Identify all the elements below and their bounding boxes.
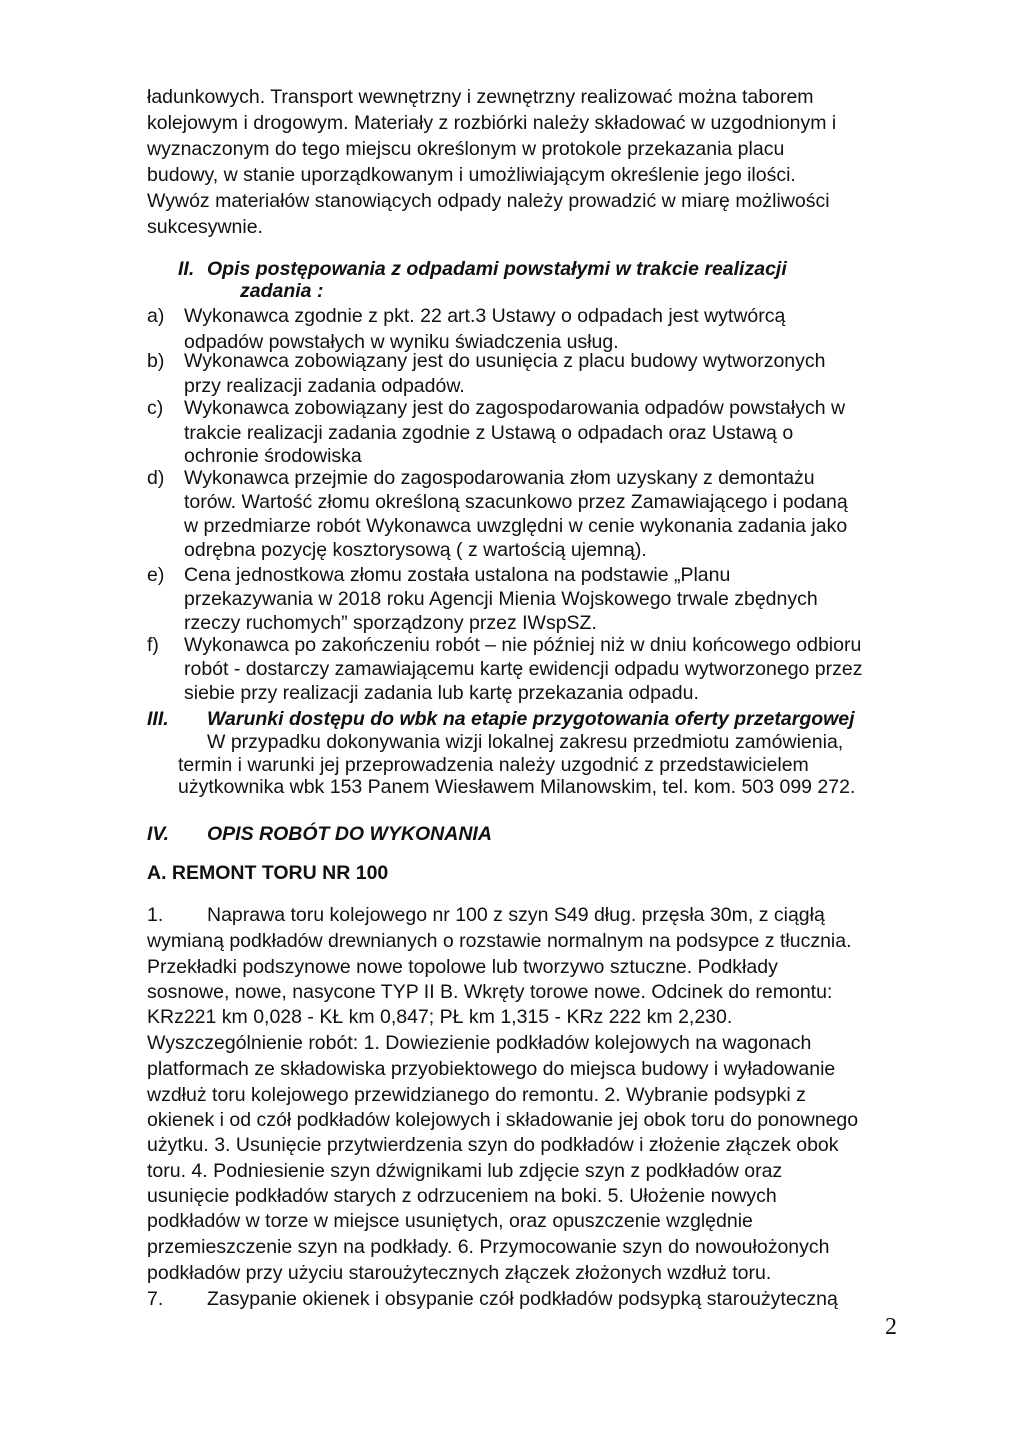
intro-line: Wywóz materiałów stanowiących odpady należy prowadzić w miarę możliwości xyxy=(147,190,830,212)
subsection-title: A. REMONT TORU NR 100 xyxy=(147,862,389,884)
list-item: Wykonawca przejmie do zagospodarowania złom uzyskany z demontażu xyxy=(184,467,815,489)
list-item: przy realizacji zadania odpadów. xyxy=(184,375,465,397)
point-text: przemieszczenie szyn na podkłady. 6. Przymocowanie szyn do nowoułożonych xyxy=(147,1236,830,1258)
list-item: torów. Wartość złomu określoną szacunkowo przez Zamawiającego i podaną xyxy=(184,491,848,513)
point-text: wzdłuż toru kolejowego przewidzianego do remontu. 2. Wybranie podsypki z xyxy=(147,1084,806,1106)
point-number: 7. xyxy=(147,1288,164,1310)
intro-line: budowy, w stanie uporządkowanym i umożliwiającym określenie jego ilości. xyxy=(147,164,796,186)
list-item: w przedmiarze robót Wykonawca uwzględni w cenie wykonania zadania jako xyxy=(184,515,848,537)
list-item: przekazywania w 2018 roku Agencji Mienia Wojskowego trwale zbędnych xyxy=(184,588,818,610)
list-marker: b) xyxy=(147,350,165,372)
section-text: termin i warunki jej przeprowadzenia należy uzgodnić z przedstawicielem xyxy=(178,754,809,776)
point-text: wymianą podkładów drewnianych o rozstawie normalnym na podsypce z tłucznia. xyxy=(147,930,852,952)
list-marker: a) xyxy=(147,305,165,327)
list-item: odpadów powstałych w wyniku świadczenia usług. xyxy=(184,331,619,353)
point-text: KRz221 km 0,028 - KŁ km 0,847; PŁ km 1,315 - KRz 222 km 2,230. xyxy=(147,1006,733,1028)
point-text: Naprawa toru kolejowego nr 100 z szyn S49 dług. przęsła 30m, z ciągłą xyxy=(207,904,825,926)
section-title: Warunki dostępu do wbk na etapie przygotowania oferty przetargowej xyxy=(207,708,855,730)
list-item: Wykonawca zobowiązany jest do usunięcia z placu budowy wytworzonych xyxy=(184,350,826,372)
point-text: użytku. 3. Usunięcie przytwierdzenia szyn do podkładów i złożenie złączek obok xyxy=(147,1134,839,1156)
point-text: podkładów w torze w miejsce usuniętych, oraz opuszczenie względnie xyxy=(147,1210,753,1232)
list-marker: d) xyxy=(147,467,165,489)
list-marker: c) xyxy=(147,397,164,419)
list-item: robót - dostarczy zamawiającemu kartę ewidencji odpadu wytworzonego przez xyxy=(184,658,863,680)
point-text: Zasypanie okienek i obsypanie czół podkładów podsypką staroużyteczną xyxy=(207,1288,838,1310)
intro-line: kolejowym i drogowym. Materiały z rozbiórki należy składować w uzgodnionym i xyxy=(147,112,837,134)
list-item: ochronie środowiska xyxy=(184,445,362,467)
point-text: sosnowe, nowe, nasycone TYP II B. Wkręty torowe nowe. Odcinek do remontu: xyxy=(147,981,833,1003)
section-title: zadania : xyxy=(240,280,324,302)
point-text: Wyszczególnienie robót: 1. Dowiezienie podkładów kolejowych na wagonach xyxy=(147,1032,812,1054)
point-text: podkładów przy użyciu staroużytecznych złączek złożonych wzdłuż toru. xyxy=(147,1262,772,1284)
list-item: odrębna pozycję kosztorysową ( z wartością ujemną). xyxy=(184,539,647,561)
point-text: platformach ze składowiska przyobiektowego do miejsca budowy i wyładowanie xyxy=(147,1058,836,1080)
point-number: 1. xyxy=(147,904,164,926)
section-number: III. xyxy=(147,708,169,730)
point-text: toru. 4. Podniesienie szyn dźwignikami lub zdjęcie szyn z podkładów oraz xyxy=(147,1160,783,1182)
section-title: OPIS ROBÓT DO WYKONANIA xyxy=(207,823,492,845)
point-text: okienek i od czół podkładów kolejowych i składowanie jej obok toru do ponownego xyxy=(147,1109,859,1131)
list-item: Wykonawca zgodnie z pkt. 22 art.3 Ustawy o odpadach jest wytwórcą xyxy=(184,305,786,327)
list-marker: f) xyxy=(147,634,159,656)
point-text: Przekładki podszynowe nowe topolowe lub tworzywo sztuczne. Podkłady xyxy=(147,956,778,978)
section-text: W przypadku dokonywania wizji lokalnej zakresu przedmiotu zamówienia, xyxy=(207,731,844,753)
list-item: siebie przy realizacji zadania lub kartę przekazania odpadu. xyxy=(184,682,699,704)
section-number: II. xyxy=(178,258,195,280)
list-item: rzeczy ruchomych” sporządzony przez IWspSZ. xyxy=(184,612,597,634)
intro-line: ładunkowych. Transport wewnętrzny i zewnętrzny realizować można taborem xyxy=(147,86,814,108)
intro-line: wyznaczonym do tego miejscu określonym w protokole przekazania placu xyxy=(147,138,785,160)
list-item: trakcie realizacji zadania zgodnie z Ustawą o odpadach oraz Ustawą o xyxy=(184,422,794,444)
list-marker: e) xyxy=(147,564,165,586)
point-text: usunięcie podkładów starych z odrzuceniem na boki. 5. Ułożenie nowych xyxy=(147,1185,777,1207)
list-item: Cena jednostkowa złomu została ustalona na podstawie „Planu xyxy=(184,564,731,586)
section-title: Opis postępowania z odpadami powstałymi w trakcie realizacji xyxy=(207,258,787,280)
list-item: Wykonawca zobowiązany jest do zagospodarowania odpadów powstałych w xyxy=(184,397,846,419)
section-number: IV. xyxy=(147,823,170,845)
intro-line: sukcesywnie. xyxy=(147,216,263,238)
section-text: użytkownika wbk 153 Panem Wiesławem Milanowskim, tel. kom. 503 099 272. xyxy=(178,776,856,798)
page-number: 2 xyxy=(885,1314,897,1340)
list-item: Wykonawca po zakończeniu robót – nie później niż w dniu końcowego odbioru xyxy=(184,634,862,656)
